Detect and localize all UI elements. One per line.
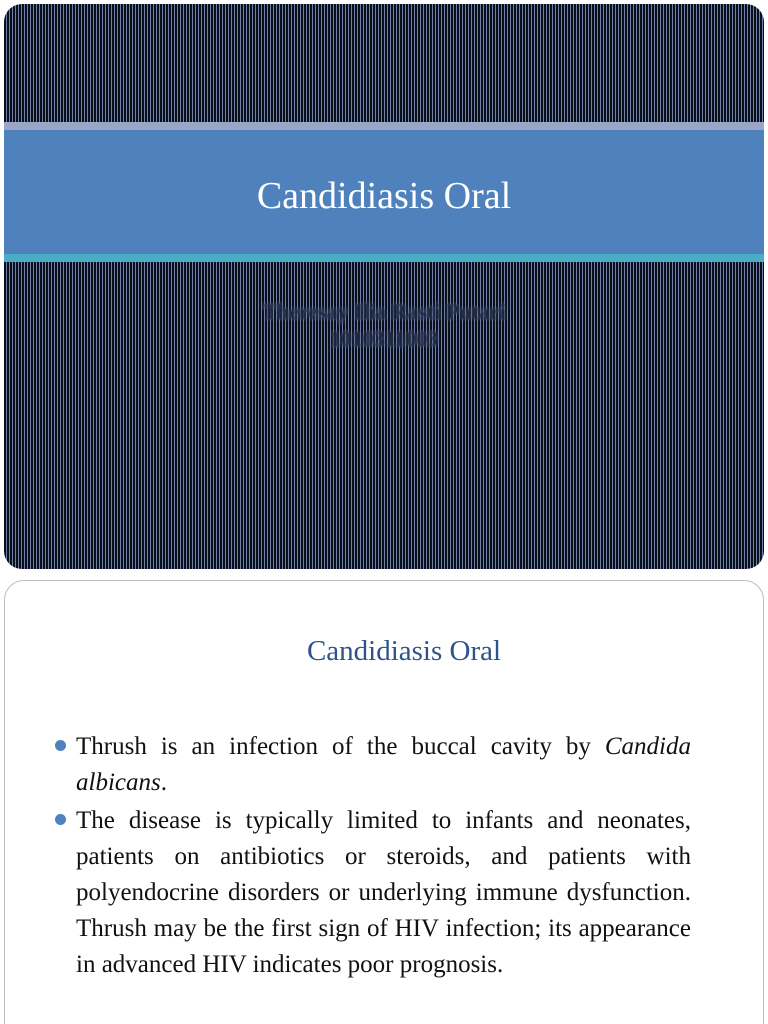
bullet-text-end: . [160,769,167,796]
title-band-top-line [4,122,764,130]
presenter-id: 1010311003 [329,326,439,351]
bullet-text: Thrush is an infection of the buccal cavity by [76,733,605,760]
bullet-text: The disease is typically limited to infants and neonates, patients on antibiotics or steroids, and patients with polyendocrine disorders or underlying immune dysfunction. Thrush may be the first sign of HIV infection; its appearance in advanced HIV indicates poor prognosis. [76,807,691,978]
title-slide[interactable] [4,4,764,569]
presenter-name: Theresay Ilia Rasti Putari [262,299,506,324]
bullet-list [53,729,691,985]
slide-title: Candidiasis Oral [256,175,512,217]
content-slide[interactable] [4,580,764,1024]
bullet-dot-icon [55,740,66,751]
presenter-subtitle [4,298,764,352]
title-band-bottom-line [4,254,764,262]
slide-heading: Candidiasis Oral [306,635,502,667]
bullet-item [53,803,691,983]
bullet-item [53,729,691,801]
bullet-italic-text: Candida albicans [76,733,691,796]
bullet-dot-icon [55,814,66,825]
title-band [4,130,764,254]
